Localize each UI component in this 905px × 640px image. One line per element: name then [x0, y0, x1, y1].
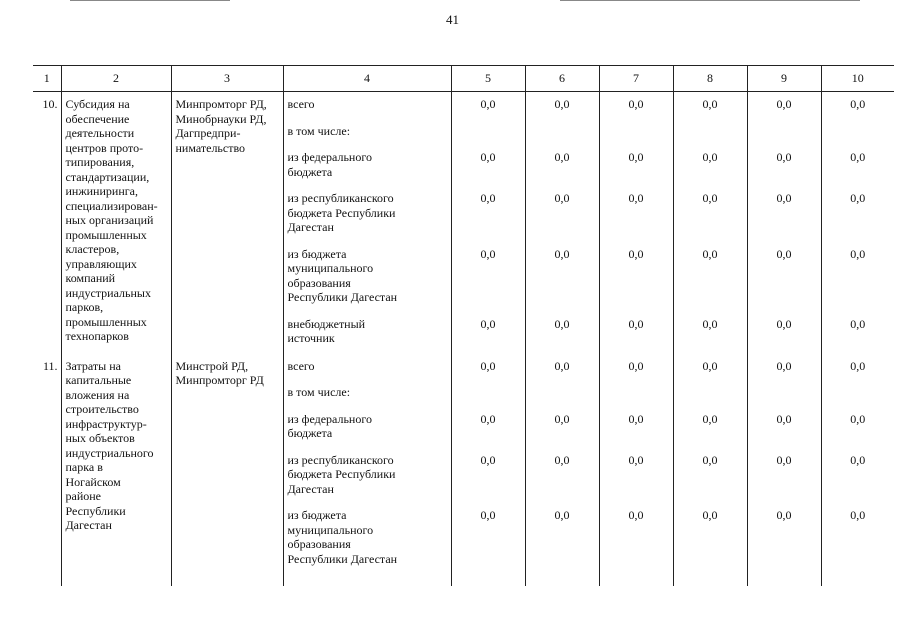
executor	[171, 92, 283, 354]
amount-value: 0,0	[702, 358, 718, 373]
amount-value: 0,0	[480, 191, 496, 205]
funding-sources	[283, 354, 451, 587]
amount-value: 0,0	[776, 97, 792, 111]
value-block	[748, 385, 821, 400]
amount-value: 0,0	[702, 508, 718, 522]
amount-value: 0,0	[850, 150, 866, 164]
value-block	[600, 453, 673, 497]
value-block	[822, 412, 895, 441]
amount-value: 0,0	[776, 191, 792, 205]
source-label: образования	[287, 275, 351, 290]
amount-value: 0,0	[480, 411, 496, 426]
value-block	[600, 317, 673, 346]
measure-name-line: ных объектов	[65, 431, 135, 445]
year-values	[821, 354, 894, 587]
measure-name-line: управляющих	[65, 256, 137, 271]
value-block	[452, 191, 525, 235]
measure-name-line: обеспечение	[65, 111, 130, 126]
amount-value: 0,0	[554, 97, 570, 111]
source-label: Республики Дагестан	[287, 551, 398, 566]
value-block	[452, 124, 525, 139]
measure-name-line: индустриального	[65, 445, 154, 460]
amount-value: 0,0	[776, 452, 792, 467]
value-block	[748, 317, 821, 346]
value-block	[600, 247, 673, 305]
executor-line: нимательство	[175, 140, 246, 155]
value-block	[452, 453, 525, 497]
measure-name-line: Дагестан	[65, 518, 112, 532]
amount-value: 0,0	[554, 411, 570, 426]
value-block	[600, 150, 673, 179]
value-block	[600, 191, 673, 235]
year-values	[747, 354, 821, 587]
source-label: Дагестан	[287, 220, 334, 234]
budget-table	[33, 65, 894, 586]
amount-value: 0,0	[850, 191, 866, 205]
amount-value: 0,0	[776, 150, 792, 164]
value-block	[674, 150, 747, 179]
value-block	[600, 412, 673, 441]
value-block	[452, 412, 525, 441]
column-header: 4	[283, 66, 451, 92]
year-values	[747, 92, 821, 354]
amount-value: 0,0	[628, 150, 644, 164]
measure-name-line: компаний	[65, 271, 116, 285]
value-block	[674, 191, 747, 235]
value-block	[452, 317, 525, 346]
amount-value: 0,0	[702, 452, 718, 467]
value-block	[600, 124, 673, 139]
source-block	[284, 317, 451, 346]
amount-value: 0,0	[554, 316, 570, 331]
amount-value: 0,0	[776, 508, 792, 522]
year-values	[599, 354, 673, 587]
source-label: из республиканского	[287, 191, 394, 205]
source-label: бюджета	[287, 164, 333, 179]
source-block	[284, 508, 451, 566]
scan-artifact	[560, 0, 860, 1]
value-block	[452, 359, 525, 374]
measure-name-line: парка в	[65, 460, 103, 474]
value-block	[452, 385, 525, 400]
amount-value: 0,0	[850, 508, 866, 522]
value-block	[600, 359, 673, 374]
measure-name-line: центров прото-	[65, 140, 144, 155]
value-block	[748, 191, 821, 235]
value-block	[526, 97, 599, 112]
source-label: из федерального	[287, 411, 372, 426]
amount-value: 0,0	[628, 191, 644, 205]
value-block	[822, 317, 895, 346]
source-label: Республики Дагестан	[287, 290, 398, 304]
source-label: из бюджета	[287, 508, 347, 522]
amount-value: 0,0	[850, 358, 866, 373]
value-block	[822, 124, 895, 139]
measure-name-line: инжиниринга,	[65, 184, 138, 198]
value-block	[748, 247, 821, 305]
source-label: бюджета Республики	[287, 467, 396, 481]
source-label: из республиканского	[287, 452, 394, 467]
column-header: 1	[33, 66, 61, 92]
value-block	[822, 508, 895, 566]
row-index: 11.	[42, 358, 58, 373]
amount-value: 0,0	[850, 452, 866, 467]
value-block	[452, 508, 525, 566]
measure-name-line: районе	[65, 489, 101, 503]
measure-name-line: кластеров,	[65, 242, 120, 256]
source-label: образования	[287, 537, 351, 551]
amount-value: 0,0	[628, 358, 644, 373]
value-block	[600, 508, 673, 566]
measure-name-line: вложения на	[65, 387, 130, 402]
value-block	[674, 412, 747, 441]
measure-name-line: Субсидия на	[65, 97, 130, 111]
executor-line: Минобрнауки РД,	[175, 111, 267, 126]
value-block	[748, 412, 821, 441]
measure-name-line: ных организаций	[65, 213, 154, 227]
source-label: всего	[287, 97, 315, 111]
source-label: в том числе:	[287, 385, 351, 399]
amount-value: 0,0	[702, 246, 718, 261]
table-row	[33, 92, 894, 354]
source-block	[284, 453, 451, 497]
amount-value: 0,0	[702, 97, 718, 111]
column-header: 5	[451, 66, 525, 92]
amount-value: 0,0	[776, 316, 792, 331]
source-label: источник	[287, 331, 335, 345]
amount-value: 0,0	[554, 191, 570, 205]
column-header: 6	[525, 66, 599, 92]
value-block	[674, 385, 747, 400]
measure-name-line: типирования,	[65, 155, 135, 169]
measure-name-line: инфраструктур-	[65, 416, 147, 431]
value-block	[674, 359, 747, 374]
value-block	[822, 97, 895, 112]
value-block	[748, 453, 821, 497]
value-block	[526, 412, 599, 441]
source-block	[284, 412, 451, 441]
value-block	[674, 453, 747, 497]
amount-value: 0,0	[554, 508, 570, 522]
source-label: из бюджета	[287, 246, 347, 261]
measure-name-line: строительство	[65, 402, 139, 416]
source-block	[284, 150, 451, 179]
executor-line: Минстрой РД,	[175, 358, 249, 373]
year-values	[525, 354, 599, 587]
value-block	[748, 359, 821, 374]
value-block	[526, 317, 599, 346]
value-block	[748, 97, 821, 112]
value-block	[526, 247, 599, 305]
value-block	[748, 508, 821, 566]
amount-value: 0,0	[480, 150, 496, 164]
source-block	[284, 385, 451, 400]
amount-value: 0,0	[628, 452, 644, 467]
scan-artifact	[70, 0, 230, 1]
value-block	[822, 385, 895, 400]
source-block	[284, 359, 451, 374]
amount-value: 0,0	[480, 452, 496, 467]
value-block	[748, 150, 821, 179]
value-block	[526, 508, 599, 566]
executor-line: Минпромторг РД	[175, 373, 264, 387]
value-block	[526, 385, 599, 400]
column-number-row	[33, 66, 894, 92]
value-block	[674, 124, 747, 139]
amount-value: 0,0	[702, 411, 718, 426]
measure-name-line: деятельности	[65, 126, 135, 140]
value-block	[452, 97, 525, 112]
amount-value: 0,0	[480, 358, 496, 373]
amount-value: 0,0	[628, 246, 644, 261]
amount-value: 0,0	[628, 316, 644, 331]
value-block	[526, 453, 599, 497]
column-header: 10	[821, 66, 894, 92]
value-block	[674, 508, 747, 566]
value-block	[822, 359, 895, 374]
measure-name-line: промышленных	[65, 227, 147, 242]
amount-value: 0,0	[702, 191, 718, 205]
year-values	[673, 354, 747, 587]
amount-value: 0,0	[554, 358, 570, 373]
amount-value: 0,0	[480, 97, 496, 111]
value-block	[748, 124, 821, 139]
source-label: бюджета Республики	[287, 205, 396, 220]
source-label: муниципального	[287, 261, 374, 275]
amount-value: 0,0	[554, 150, 570, 164]
year-values	[673, 92, 747, 354]
measure-name-line: промышленных	[65, 314, 147, 329]
amount-value: 0,0	[628, 97, 644, 111]
amount-value: 0,0	[480, 508, 496, 522]
source-label: внебюджетный	[287, 316, 366, 331]
value-block	[600, 385, 673, 400]
source-label: из федерального	[287, 150, 372, 164]
measure-name-line: Затраты на	[65, 358, 121, 373]
year-values	[451, 354, 525, 587]
amount-value: 0,0	[702, 150, 718, 164]
amount-value: 0,0	[554, 246, 570, 261]
value-block	[526, 150, 599, 179]
column-header: 9	[747, 66, 821, 92]
source-label: в том числе:	[287, 123, 351, 138]
executor	[171, 354, 283, 587]
amount-value: 0,0	[554, 452, 570, 467]
amount-value: 0,0	[850, 411, 866, 426]
value-block	[822, 453, 895, 497]
amount-value: 0,0	[480, 316, 496, 331]
value-block	[452, 247, 525, 305]
year-values	[599, 92, 673, 354]
value-block	[674, 97, 747, 112]
amount-value: 0,0	[776, 358, 792, 373]
source-block	[284, 97, 451, 112]
value-block	[526, 191, 599, 235]
amount-value: 0,0	[776, 246, 792, 261]
year-values	[525, 92, 599, 354]
source-label: бюджета	[287, 426, 333, 440]
measure-name	[61, 92, 171, 354]
amount-value: 0,0	[628, 508, 644, 522]
amount-value: 0,0	[480, 246, 496, 261]
measure-name-line: капитальные	[65, 373, 132, 387]
amount-value: 0,0	[628, 411, 644, 426]
column-header: 8	[673, 66, 747, 92]
year-values	[821, 92, 894, 354]
value-block	[674, 317, 747, 346]
amount-value: 0,0	[850, 316, 866, 331]
amount-value: 0,0	[702, 316, 718, 331]
row-index: 10.	[42, 97, 58, 111]
table-row	[33, 354, 894, 587]
funding-sources	[283, 92, 451, 354]
amount-value: 0,0	[850, 246, 866, 261]
value-block	[526, 359, 599, 374]
source-label: Дагестан	[287, 481, 334, 496]
executor-line: Минпромторг РД,	[175, 97, 267, 111]
amount-value: 0,0	[776, 411, 792, 426]
measure-name	[61, 354, 171, 587]
amount-value: 0,0	[850, 97, 866, 111]
page-number: 41	[446, 12, 459, 27]
source-label: муниципального	[287, 522, 374, 537]
value-block	[674, 247, 747, 305]
measure-name-line: Ногайском	[65, 474, 121, 489]
value-block	[600, 97, 673, 112]
column-header: 3	[171, 66, 283, 92]
value-block	[526, 124, 599, 139]
value-block	[452, 150, 525, 179]
measure-name-line: индустриальных	[65, 285, 151, 300]
executor-line: Дагпредпри-	[175, 126, 241, 140]
source-block	[284, 191, 451, 235]
measure-name-line: технопарков	[65, 329, 129, 343]
source-block	[284, 247, 451, 305]
column-header: 2	[61, 66, 171, 92]
measure-name-line: парков,	[65, 300, 104, 314]
source-label: всего	[287, 358, 315, 373]
measure-name-line: Республики	[65, 503, 126, 518]
measure-name-line: специализирован-	[65, 198, 158, 213]
value-block	[822, 247, 895, 305]
column-header: 7	[599, 66, 673, 92]
value-block	[822, 150, 895, 179]
year-values	[451, 92, 525, 354]
measure-name-line: стандартизации,	[65, 169, 150, 184]
source-block	[284, 124, 451, 139]
value-block	[822, 191, 895, 235]
